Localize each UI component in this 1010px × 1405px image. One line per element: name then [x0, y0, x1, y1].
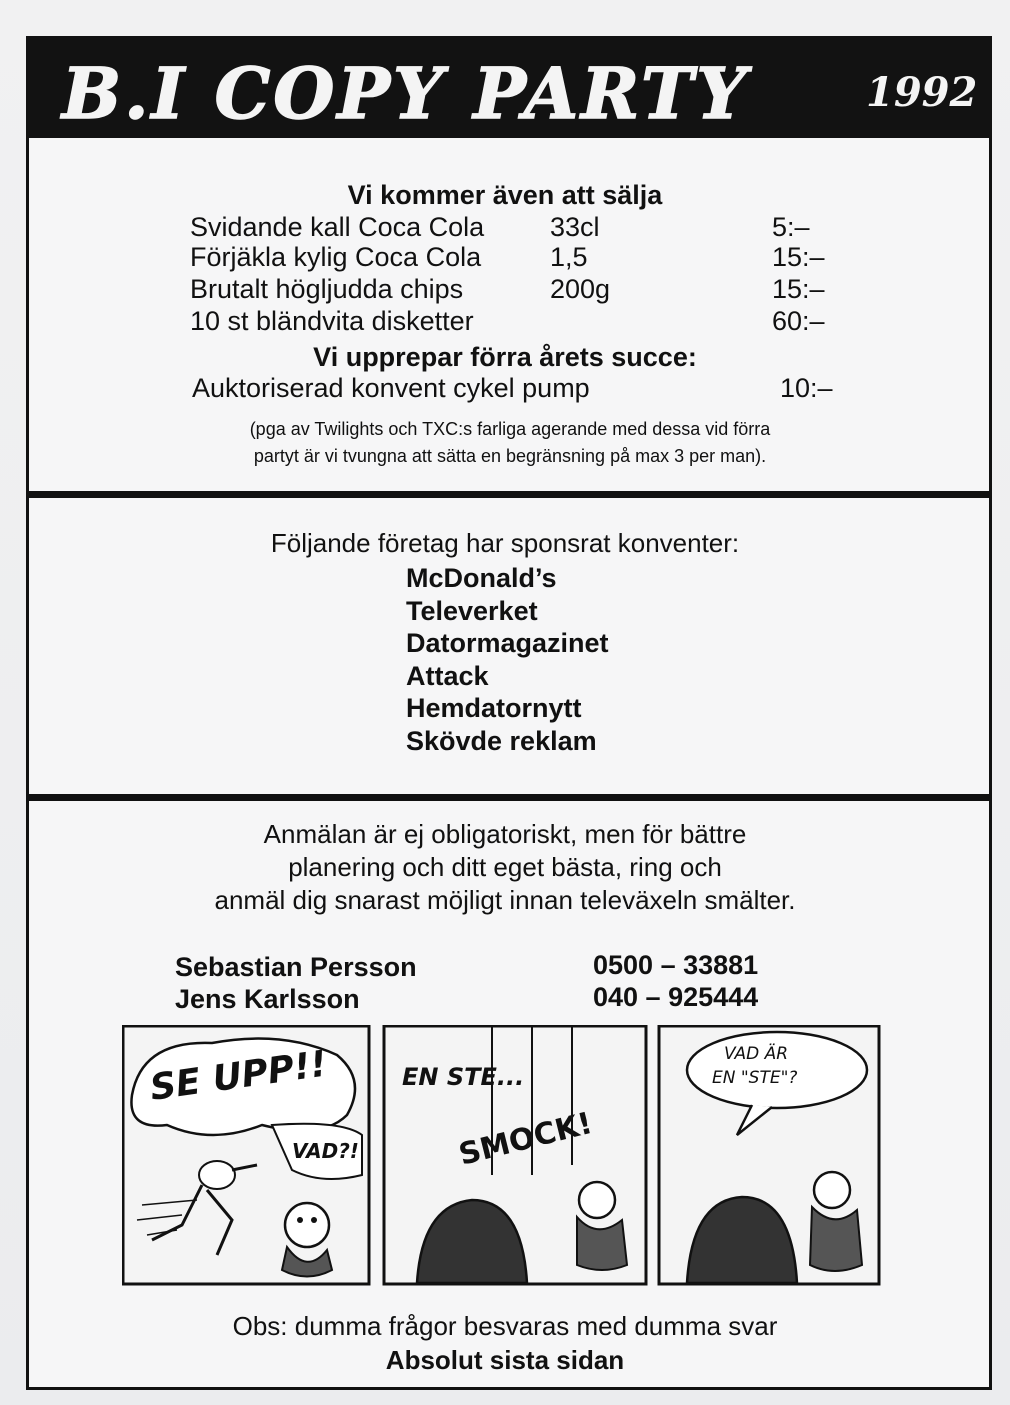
last-page-line: Absolut sista sidan	[385, 1345, 625, 1375]
sale-item-name: Svidande kall Coca Cola	[190, 212, 485, 242]
banner-title: B.I COPY PARTY	[62, 52, 750, 135]
sponsor-item: Televerket	[406, 595, 538, 626]
comic-panel-2	[384, 1026, 646, 1284]
sale-item-name: Förjäkla kylig Coca Cola	[190, 242, 482, 272]
sponsor-item: Hemdatornytt	[406, 693, 582, 723]
section-divider	[26, 794, 992, 801]
repeat-item-price: 10:–	[780, 373, 833, 403]
sale-item-qty: 33cl	[550, 212, 600, 242]
comic-text-se-upp: SE UPP!!	[147, 1043, 330, 1109]
sale-item-price: 15:–	[772, 242, 825, 272]
sale-row	[0, 242, 1010, 276]
comic-text-vad: VAD?!	[292, 1139, 359, 1163]
repeat-row	[0, 373, 1010, 407]
banner-year: 1992	[866, 69, 978, 116]
banner-svg	[26, 36, 992, 138]
sponsor-list	[406, 562, 609, 757]
comic-panel-1	[123, 1026, 369, 1284]
registration-line1: Anmälan är ej obligatoriskt, men för bättre	[263, 819, 747, 849]
sponsor-item: McDonald’s	[406, 563, 557, 593]
sale-item-price: 5:–	[772, 212, 810, 242]
sale-item-price: 15:–	[772, 274, 825, 304]
comic-text-en-ste: EN STE...	[402, 1063, 525, 1091]
sale-row	[0, 274, 1010, 308]
obs-line: Obs: dumma frågor besvaras med dumma svar	[232, 1311, 778, 1341]
sale-item-name: Brutalt högljudda chips	[190, 274, 464, 304]
contact-phone: 0500 – 33881	[593, 950, 759, 980]
registration-line2: planering och ditt eget bästa, ring och	[288, 852, 722, 882]
title-banner	[26, 36, 992, 138]
repeat-heading: Vi upprepar förra årets succe:	[313, 342, 697, 372]
section-divider	[26, 491, 992, 498]
contact-phone: 040 – 925444	[593, 982, 759, 1012]
sponsor-item: Attack	[406, 660, 489, 691]
sponsors-heading: Följande företag har sponsrat konventer:	[270, 528, 740, 558]
limit-note-line2: partyt är vi tvungna att sätta en begränsning på max 3 per man).	[253, 446, 767, 466]
comic-text-en-ste-question: EN "STE"?	[712, 1068, 798, 1088]
sale-item-qty: 1,5	[550, 242, 588, 272]
sales-heading: Vi kommer även att sälja	[347, 180, 663, 210]
sale-row	[0, 212, 1010, 246]
comic-strip	[122, 1025, 882, 1287]
sale-item-qty: 200g	[550, 274, 611, 304]
standing-caveman-figure	[282, 1203, 332, 1277]
comic-panel-3	[659, 1026, 879, 1284]
repeat-item-name: Auktoriserad konvent cykel pump	[192, 373, 590, 403]
contact-name: Sebastian Persson	[175, 952, 417, 982]
sponsor-item: Datormagazinet	[406, 628, 609, 658]
contact-name: Jens Karlsson	[175, 984, 360, 1014]
sale-item-price: 60:–	[772, 306, 825, 336]
sponsor-item: Skövde reklam	[406, 725, 597, 756]
comic-text-vad-ar: VAD ÄR	[724, 1044, 789, 1064]
limit-note-line1: (pga av Twilights och TXC:s farliga agerande med dessa vid förra	[249, 419, 771, 439]
sale-row	[0, 306, 1010, 340]
comic-text-smock: SMOCK!	[455, 1105, 596, 1173]
sale-item-name: 10 st bländvita disketter	[190, 306, 474, 336]
registration-line3: anmäl dig snarast möjligt innan televäxeln smälter.	[214, 885, 796, 915]
